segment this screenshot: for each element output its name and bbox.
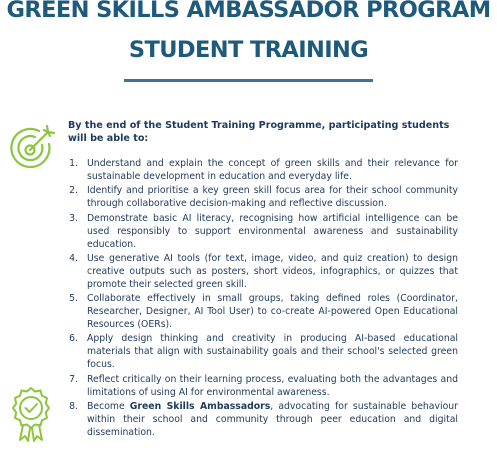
objective-item: 8. Become Green Skills Ambassadors, advocating for sustainable behaviour within their school and community through peer education and digital dissemination. — [69, 401, 458, 439]
ambassador-emphasis: Green Skills Ambassadors — [129, 401, 271, 413]
objective-item: 1. Understand and explain the concept of green skills and their relevance for sustainable development in education and everyday life. — [69, 158, 458, 182]
objective-item: 3. Demonstrate basic AI literacy, recognising how artificial intelligence can be used responsibly to support environmental awareness and sustainability education. — [69, 212, 458, 250]
page-title-line1: GREEN SKILLS AMBASSADOR PROGRAM — [6, 0, 491, 23]
objective-item: 7. Reflect critically on their learning process, evaluating both the advantages and limitations of using AI for environmental awareness. — [69, 373, 458, 398]
medal-check-icon — [10, 385, 52, 445]
target-arrow-icon — [6, 122, 58, 170]
intro-text: By the end of the Student Training Programme, participating students will be able to: — [68, 120, 450, 144]
objective-item: 6. Apply design thinking and creativity in producing AI-based educational materials that align with sustainability goals and their school's selected green focus. — [69, 333, 458, 371]
objective-item: 4. Use generative AI tools (for text, image, video, and quiz creation) to design creative outputs such as posters, short videos, infographics, or quizzes that promote their selected green skill. — [69, 252, 458, 290]
objectives-list — [69, 157, 458, 440]
page-title-line2: STUDENT TRAINING — [128, 37, 369, 63]
objective-item: 2. Identify and prioritise a key green skill focus area for their school community through collaborative decision-making and reflective discussion. — [69, 185, 458, 210]
objective-item: 5. Collaborate effectively in small groups, taking defined roles (Coordinator, Researcher, Designer, AI Tool User) to co-create AI-powered Open Educational Resources (OERs). — [69, 293, 458, 331]
title-divider — [124, 79, 373, 82]
